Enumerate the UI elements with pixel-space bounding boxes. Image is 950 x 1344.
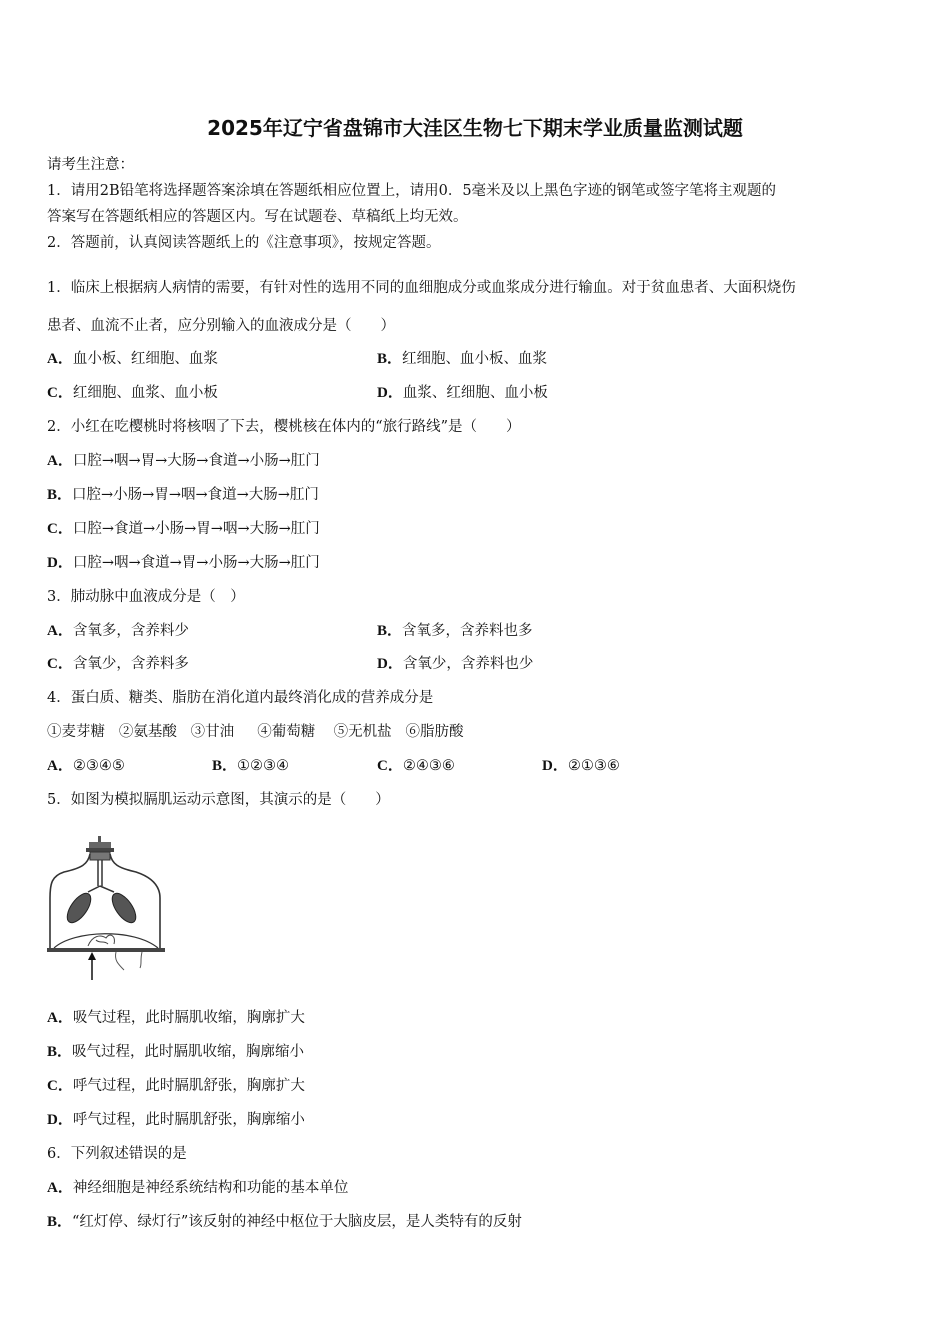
option-letter: A． — [47, 453, 73, 469]
option-text: “红灯停、绿灯行”该反射的神经中枢位于大脑皮层，是人类特有的反射 — [72, 1214, 522, 1230]
option-text: 吸气过程，此时膈肌收缩，胸廓缩小 — [72, 1044, 305, 1060]
q4-item: ⑥脂肪酸 — [405, 724, 464, 740]
option-text: 呼气过程，此时膈肌舒张，胸廓缩小 — [72, 1112, 305, 1128]
option-text: 口腔→咽→食道→胃→小肠→大肠→肛门 — [72, 555, 320, 571]
notice-heading: 请考生注意： — [47, 157, 134, 173]
option-letter: A． — [47, 758, 73, 774]
option-letter: D． — [377, 656, 403, 672]
option-text: 吸气过程，此时膈肌收缩，胸廓扩大 — [72, 1010, 305, 1026]
option-text: ①②③④ — [237, 758, 290, 774]
option-text: 口腔→食道→小肠→胃→咽→大肠→肛门 — [72, 521, 320, 537]
option-letter: B． — [377, 351, 403, 367]
option-text: 红细胞、血小板、血浆 — [402, 351, 548, 367]
question-3-stem: 3．肺动脉中血液成分是（ ） — [47, 589, 245, 605]
option-letter: B． — [377, 623, 403, 639]
q2-option-b — [47, 483, 319, 504]
q4-option-c — [377, 754, 455, 775]
option-letter: C． — [47, 656, 73, 672]
option-letter: D． — [377, 385, 403, 401]
option-letter: D． — [47, 555, 73, 571]
question-1-stem-cont: 患者、血流不止者，应分别输入的血液成分是（ ） — [47, 318, 395, 334]
option-text: 血小板、红细胞、血浆 — [72, 351, 218, 367]
q4-option-a — [47, 754, 125, 775]
notice-item: 1．请用2B铅笔将选择题答案涂填在答题纸相应位置上，请用0．5毫米及以上黑色字迹的钢笔或签字笔将主观题的 — [47, 183, 777, 199]
option-letter: A． — [47, 1180, 73, 1196]
option-letter: C． — [47, 1078, 73, 1094]
q4-item: ⑤无机盐 — [333, 724, 392, 740]
option-letter: C． — [377, 758, 403, 774]
q4-items — [47, 720, 463, 741]
q4-option-b — [212, 754, 289, 775]
q3-option-c — [47, 652, 189, 673]
option-letter: C． — [47, 385, 73, 401]
q4-item: ①麦芽糖 — [47, 724, 105, 740]
q5-option-b — [47, 1040, 304, 1061]
q1-option-d — [377, 381, 548, 402]
option-letter: B． — [212, 758, 238, 774]
q5-option-c — [47, 1074, 305, 1095]
exam-notice — [47, 152, 917, 256]
q3-option-d — [377, 652, 533, 673]
notice-item: 答案写在答题纸相应的答题区内。写在试题卷、草稿纸上均无效。 — [47, 209, 468, 225]
option-text: ②③④⑤ — [72, 758, 125, 774]
option-letter: D． — [542, 758, 568, 774]
option-text: 神经细胞是神经系统结构和功能的基本单位 — [72, 1180, 349, 1196]
diaphragm-model-figure — [44, 828, 174, 983]
option-text: 含氧多，含养料少 — [72, 623, 189, 639]
option-text: ②④③⑥ — [402, 758, 455, 774]
q3-option-a — [47, 619, 189, 640]
option-letter: B． — [47, 487, 73, 503]
option-letter: D． — [47, 1112, 73, 1128]
option-letter: B． — [47, 1044, 73, 1060]
bell-jar-lungs-icon — [44, 828, 174, 983]
option-text: 红细胞、血浆、血小板 — [72, 385, 218, 401]
option-text: 含氧少，含养料也少 — [402, 656, 534, 672]
option-text: 含氧少，含养料多 — [72, 656, 189, 672]
q4-item: ②氨基酸 — [118, 724, 177, 740]
question-6-stem: 6．下列叙述错误的是 — [47, 1146, 187, 1162]
option-letter: A． — [47, 1010, 73, 1026]
page-title: 2025年辽宁省盘锦市大洼区生物七下期末学业质量监测试题 — [207, 116, 743, 140]
option-text: ②①③⑥ — [567, 758, 620, 774]
option-letter: C． — [47, 521, 73, 537]
q6-option-b — [47, 1210, 522, 1231]
option-text: 血浆、红细胞、血小板 — [402, 385, 548, 401]
q1-option-a — [47, 347, 218, 368]
option-text: 含氧多，含养料也多 — [402, 623, 533, 639]
option-text: 口腔→咽→胃→大肠→食道→小肠→肛门 — [72, 453, 320, 469]
option-text: 口腔→小肠→胃→咽→食道→大肠→肛门 — [72, 487, 319, 503]
q4-item: ③甘油 — [190, 724, 235, 740]
q5-option-a — [47, 1006, 305, 1027]
question-4-stem: 4．蛋白质、糖类、脂肪在消化道内最终消化成的营养成分是 — [47, 690, 434, 706]
q1-option-b — [377, 347, 547, 368]
q1-option-c — [47, 381, 218, 402]
question-1-stem: 1．临床上根据病人病情的需要，有针对性的选用不同的血细胞成分或血浆成分进行输血。对于贫血患者、大面积烧伤 — [47, 280, 796, 296]
q4-option-d — [542, 754, 620, 775]
option-letter: A． — [47, 351, 73, 367]
q6-option-a — [47, 1176, 348, 1197]
question-5-stem: 5．如图为模拟膈肌运动示意图，其演示的是（ ） — [47, 792, 390, 808]
q2-option-a — [47, 449, 320, 470]
notice-item: 2．答题前，认真阅读答题纸上的《注意事项》，按规定答题。 — [47, 235, 441, 251]
option-letter: A． — [47, 623, 73, 639]
option-text: 呼气过程，此时膈肌舒张，胸廓扩大 — [72, 1078, 305, 1094]
q2-option-c — [47, 517, 320, 538]
q4-item: ④葡萄糖 — [257, 724, 316, 740]
q5-option-d — [47, 1108, 305, 1129]
question-2-stem: 2．小红在吃樱桃时将核咽了下去，樱桃核在体内的“旅行路线”是（ ） — [47, 419, 521, 435]
q2-option-d — [47, 551, 320, 572]
option-letter: B． — [47, 1214, 73, 1230]
q3-option-b — [377, 619, 533, 640]
